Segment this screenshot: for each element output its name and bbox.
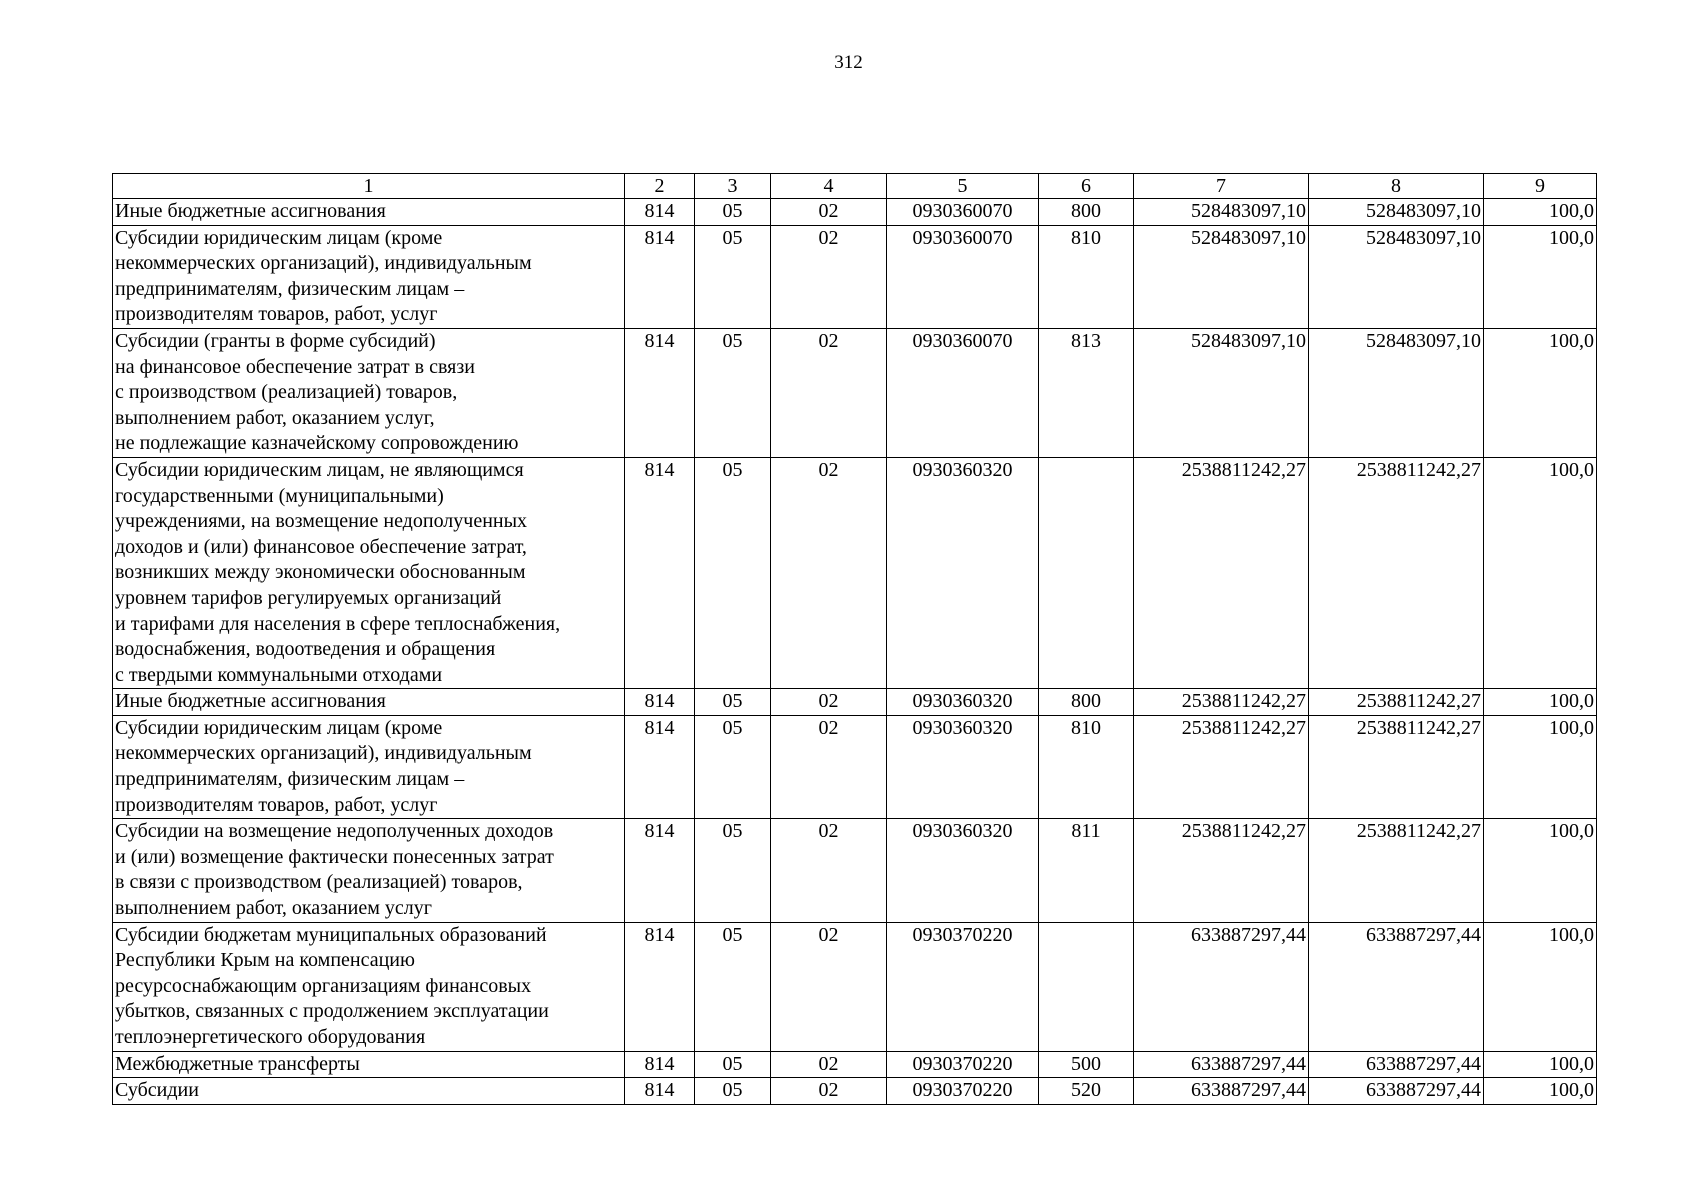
cell-target-article: 0930360320 <box>887 457 1039 688</box>
cell-amount-executed: 2538811242,27 <box>1309 457 1484 688</box>
table-row <box>113 328 1597 457</box>
cell-amount-planned: 2538811242,27 <box>1134 715 1309 818</box>
cell-expense-type: 800 <box>1039 689 1134 716</box>
cell-section: 05 <box>695 328 771 457</box>
cell-admin-code: 814 <box>625 225 695 328</box>
cell-admin-code: 814 <box>625 457 695 688</box>
cell-expense-type: 811 <box>1039 819 1134 922</box>
table-row <box>113 819 1597 922</box>
cell-admin-code: 814 <box>625 1078 695 1105</box>
table-row <box>113 1078 1597 1105</box>
cell-expense-type: 813 <box>1039 328 1134 457</box>
cell-target-article: 0930370220 <box>887 1078 1039 1105</box>
cell-amount-executed: 528483097,10 <box>1309 225 1484 328</box>
cell-expense-type: 800 <box>1039 199 1134 226</box>
cell-amount-executed: 528483097,10 <box>1309 199 1484 226</box>
table-header-row <box>113 174 1597 199</box>
cell-target-article: 0930360070 <box>887 328 1039 457</box>
cell-name: Субсидии (гранты в форме субсидий) на финансовое обеспечение затрат в связи с производством (реализацией) товаров, выполнением работ, оказанием услуг, не подлежащие казначейскому сопровождению <box>113 328 625 457</box>
cell-amount-executed: 2538811242,27 <box>1309 715 1484 818</box>
cell-percent: 100,0 <box>1484 199 1597 226</box>
column-header: 7 <box>1134 174 1309 199</box>
cell-subsection: 02 <box>771 328 887 457</box>
cell-expense-type: 810 <box>1039 225 1134 328</box>
cell-admin-code: 814 <box>625 715 695 818</box>
cell-amount-planned: 633887297,44 <box>1134 1051 1309 1078</box>
cell-amount-planned: 633887297,44 <box>1134 922 1309 1051</box>
cell-admin-code: 814 <box>625 922 695 1051</box>
cell-admin-code: 814 <box>625 1051 695 1078</box>
cell-amount-planned: 2538811242,27 <box>1134 819 1309 922</box>
cell-amount-executed: 528483097,10 <box>1309 328 1484 457</box>
column-header: 9 <box>1484 174 1597 199</box>
cell-percent: 100,0 <box>1484 457 1597 688</box>
cell-subsection: 02 <box>771 1051 887 1078</box>
cell-subsection: 02 <box>771 199 887 226</box>
column-header: 3 <box>695 174 771 199</box>
cell-amount-planned: 528483097,10 <box>1134 225 1309 328</box>
cell-section: 05 <box>695 1051 771 1078</box>
cell-admin-code: 814 <box>625 819 695 922</box>
cell-section: 05 <box>695 689 771 716</box>
cell-subsection: 02 <box>771 1078 887 1105</box>
cell-amount-planned: 528483097,10 <box>1134 199 1309 226</box>
cell-percent: 100,0 <box>1484 1078 1597 1105</box>
cell-target-article: 0930370220 <box>887 922 1039 1051</box>
cell-expense-type: 810 <box>1039 715 1134 818</box>
cell-name: Субсидии бюджетам муниципальных образований Республики Крым на компенсацию ресурсоснабжающим организациям финансовых убытков, связанных с продолжением эксплуатации теплоэнергетического оборудования <box>113 922 625 1051</box>
cell-section: 05 <box>695 715 771 818</box>
column-header: 8 <box>1309 174 1484 199</box>
cell-subsection: 02 <box>771 715 887 818</box>
cell-name: Субсидии юридическим лицам (кроме некоммерческих организаций), индивидуальным предпринимателям, физическим лицам – производителям товаров, работ, услуг <box>113 225 625 328</box>
table-row <box>113 689 1597 716</box>
cell-expense-type: 500 <box>1039 1051 1134 1078</box>
table-row <box>113 1051 1597 1078</box>
cell-section: 05 <box>695 819 771 922</box>
cell-target-article: 0930370220 <box>887 1051 1039 1078</box>
cell-admin-code: 814 <box>625 689 695 716</box>
cell-amount-executed: 633887297,44 <box>1309 1051 1484 1078</box>
cell-percent: 100,0 <box>1484 1051 1597 1078</box>
cell-target-article: 0930360070 <box>887 199 1039 226</box>
column-header: 4 <box>771 174 887 199</box>
column-header: 5 <box>887 174 1039 199</box>
cell-section: 05 <box>695 457 771 688</box>
cell-admin-code: 814 <box>625 328 695 457</box>
table-row <box>113 199 1597 226</box>
cell-percent: 100,0 <box>1484 689 1597 716</box>
cell-percent: 100,0 <box>1484 328 1597 457</box>
table-row <box>113 457 1597 688</box>
column-header: 6 <box>1039 174 1134 199</box>
cell-percent: 100,0 <box>1484 819 1597 922</box>
page-number: 312 <box>834 52 863 73</box>
cell-expense-type: 520 <box>1039 1078 1134 1105</box>
cell-name: Субсидии юридическим лицам, не являющимся государственными (муниципальными) учреждениями, на возмещение недополученных доходов и (или) финансовое обеспечение затрат, возникших между экономически обоснованным уровнем тарифов регулируемых организаций и тарифами для населения в сфере теплоснабжения, водоснабжения, водоотведения и обращения с твердыми коммунальными отходами <box>113 457 625 688</box>
column-header: 2 <box>625 174 695 199</box>
cell-amount-executed: 2538811242,27 <box>1309 819 1484 922</box>
cell-section: 05 <box>695 225 771 328</box>
cell-name: Субсидии на возмещение недополученных доходов и (или) возмещение фактически понесенных затрат в связи с производством (реализацией) товаров, выполнением работ, оказанием услуг <box>113 819 625 922</box>
cell-subsection: 02 <box>771 457 887 688</box>
cell-section: 05 <box>695 199 771 226</box>
cell-admin-code: 814 <box>625 199 695 226</box>
cell-target-article: 0930360070 <box>887 225 1039 328</box>
cell-section: 05 <box>695 922 771 1051</box>
cell-percent: 100,0 <box>1484 225 1597 328</box>
table-row <box>113 922 1597 1051</box>
cell-subsection: 02 <box>771 689 887 716</box>
cell-section: 05 <box>695 1078 771 1105</box>
cell-target-article: 0930360320 <box>887 715 1039 818</box>
cell-subsection: 02 <box>771 819 887 922</box>
cell-amount-planned: 2538811242,27 <box>1134 457 1309 688</box>
cell-target-article: 0930360320 <box>887 819 1039 922</box>
cell-expense-type <box>1039 457 1134 688</box>
cell-name: Иные бюджетные ассигнования <box>113 689 625 716</box>
cell-name: Межбюджетные трансферты <box>113 1051 625 1078</box>
cell-amount-planned: 2538811242,27 <box>1134 689 1309 716</box>
cell-percent: 100,0 <box>1484 715 1597 818</box>
budget-table <box>112 173 1597 1105</box>
cell-amount-planned: 528483097,10 <box>1134 328 1309 457</box>
table-row <box>113 715 1597 818</box>
cell-subsection: 02 <box>771 922 887 1051</box>
cell-amount-planned: 633887297,44 <box>1134 1078 1309 1105</box>
cell-subsection: 02 <box>771 225 887 328</box>
cell-expense-type <box>1039 922 1134 1051</box>
cell-name: Субсидии юридическим лицам (кроме некоммерческих организаций), индивидуальным предпринимателям, физическим лицам – производителям товаров, работ, услуг <box>113 715 625 818</box>
cell-amount-executed: 2538811242,27 <box>1309 689 1484 716</box>
cell-percent: 100,0 <box>1484 922 1597 1051</box>
column-header: 1 <box>113 174 625 199</box>
cell-amount-executed: 633887297,44 <box>1309 922 1484 1051</box>
cell-name: Иные бюджетные ассигнования <box>113 199 625 226</box>
table-row <box>113 225 1597 328</box>
cell-target-article: 0930360320 <box>887 689 1039 716</box>
cell-amount-executed: 633887297,44 <box>1309 1078 1484 1105</box>
cell-name: Субсидии <box>113 1078 625 1105</box>
